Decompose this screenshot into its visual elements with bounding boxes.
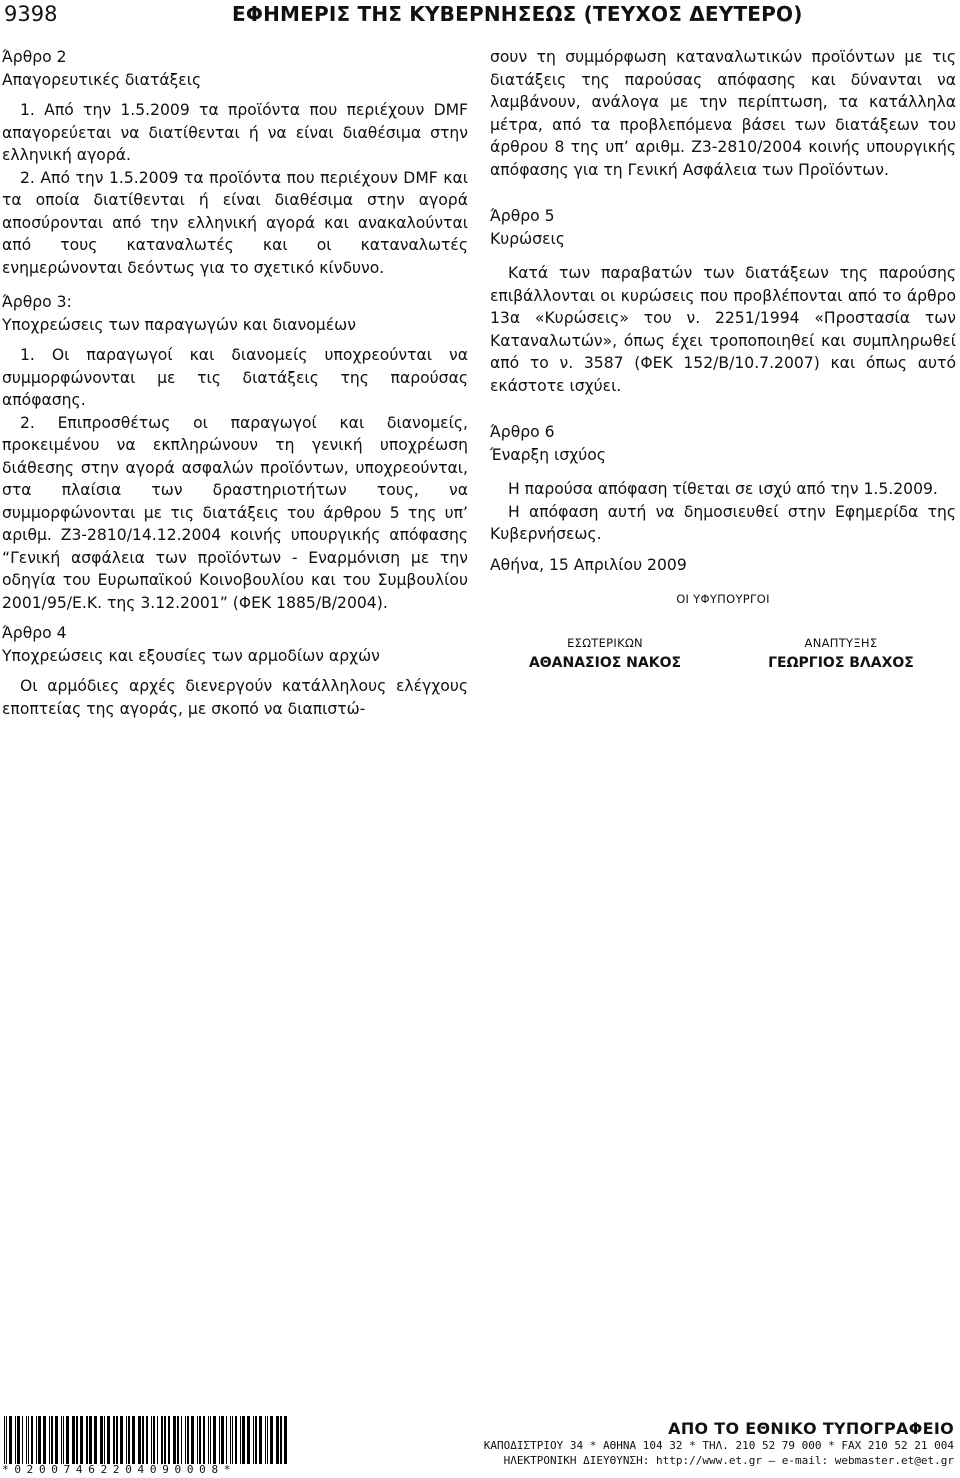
- article-5-title: Κυρώσεις: [490, 229, 565, 248]
- signer-role: ΑΝΑΠΤΥΞΗΣ: [804, 635, 878, 650]
- article-3-paragraph-2: 2. Επιπροσθέτως οι παραγωγοί και διανομείς, προκειμένου να εκπληρώνουν τη γενική υποχρέωση διάθεσης στην αγορά ασφαλών προϊόντων, υποχρεούνται, στα πλαίσια των δραστηριοτήτων τους, να συμμορφώνονται με τις διατάξεις του άρθρου 5 της υπ’ αριθμ. Ζ3-2810/14.12.2004 κοινής υπουργικής απόφασης “Γενική ασφάλεια των προϊόντων - Εναρμόνιση με την οδηγία του Ευρωπαϊκού Κοινοβουλίου και του Συμβουλίου 2001/95/Ε.Κ. της 3.12.2001” (ΦΕΚ 1885/Β/2004).: [2, 413, 468, 612]
- barcode-digits: *02007462204090008*: [2, 1463, 237, 1476]
- article-6-paragraph-1: Η παρούσα απόφαση τίθεται σε ισχύ από την 1.5.2009.: [508, 480, 938, 498]
- printer-web: ΗΛΕΚΤΡΟΝΙΚΗ ΔΙΕΥΘΥΝΣΗ: http://www.et.gr — e-mail: webmaster.et@et.gr: [503, 1454, 954, 1467]
- article-2-heading: Άρθρο 2: [2, 48, 67, 66]
- printer-footer: [484, 1419, 954, 1468]
- barcode-bars: [2, 1416, 292, 1464]
- gazette-title: ΕΦΗΜΕΡΙΣ ΤΗΣ ΚΥΒΕΡΝΗΣΕΩΣ (ΤΕΥΧΟΣ ΔΕΥΤΕΡΟ): [232, 2, 803, 26]
- signer-role: ΕΣΩΤΕΡΙΚΩΝ: [567, 635, 643, 650]
- printer-address: ΚΑΠΟΔΙΣΤΡΙΟΥ 34 * ΑΘΗΝΑ 104 32 * ΤΗΛ. 210 52 79 000 * FAX 210 52 21 004: [483, 1439, 954, 1452]
- signature-development: [726, 635, 956, 675]
- barcode-image: [2, 1416, 292, 1464]
- page-number: 9398: [4, 2, 58, 26]
- article-3-paragraph-1: 1. Οι παραγωγοί και διανομείς υποχρεούνται να συμμορφώνονται με τις διατάξεις της παρούσας απόφασης.: [2, 346, 468, 409]
- signer-name: ΓΕΩΡΓΙΟΣ ΒΛΑΧΟΣ: [768, 654, 914, 671]
- article-4-paragraph-1: Οι αρμόδιες αρχές διενεργούν κατάλληλους ελέγχους εποπτείας της αγοράς, με σκοπό να διαπιστώ-: [2, 677, 468, 718]
- article-6-heading: Άρθρο 6: [490, 423, 555, 441]
- article-2-title: Απαγορευτικές διατάξεις: [2, 70, 202, 89]
- signature-block: [490, 635, 956, 675]
- article-3-title: Υποχρεώσεις των παραγωγών και διανομέων: [2, 315, 356, 334]
- signer-name: ΑΘΑΝΑΣΙΟΣ ΝΑΚΟΣ: [528, 654, 682, 671]
- article-2-paragraph-2: 2. Από την 1.5.2009 τα προϊόντα που περιέχουν DMF και τα οποία διατίθενται ή είναι διαθέσιμα στην αγορά αποσύρονται από την ελληνική αγορά και ανακαλούνται από τους καταναλωτές και οι καταναλωτές ενημερώνονται δεόντως για το σχετικό κίνδυνο.: [2, 168, 468, 277]
- article-5-paragraph-1: Κατά των παραβατών των διατάξεων της παρούσης επιβάλλονται οι κυρώσεις που προβλέπονται από το άρθρο 13α «Κυρώσεις» του ν. 2251/1994 «Προστασία των Καταναλωτών», όπως έχει τροποποιηθεί και συμπληρωθεί από το ν. 3587 (ΦΕΚ 152/Β/10.7.2007) και όπως αυτό εκάστοτε ισχύει.: [490, 264, 956, 395]
- article-4-continuation: σουν τη συμμόρφωση καταναλωτικών προϊόντων με τις διατάξεις της παρούσας απόφασης και δύνανται να λαμβάνουν, ανάλογα με την περίπτωση, τα κατάλληλα μέτρα, από τα προβλεπόμενα βάσει των διατάξεων του άρθρου 8 της υπ’ αριθμ. Ζ3-2810/2004 κοινής υπουργικής απόφασης για τη Γενική Ασφάλεια των Προϊόντων.: [490, 48, 956, 179]
- signature-interior: [490, 635, 720, 675]
- printer-name: ΑΠΟ ΤΟ ΕΘΝΙΚΟ ΤΥΠΟΓΡΑΦΕΙΟ: [668, 1419, 954, 1438]
- left-column: [2, 46, 468, 720]
- ministers-label: ΟΙ ΥΦΥΠΟΥΡΓΟΙ: [676, 592, 770, 606]
- right-column: [490, 46, 956, 675]
- signing-date: Αθήνα, 15 Απριλίου 2009: [490, 555, 687, 574]
- article-6-title: Έναρξη ισχύος: [490, 445, 606, 464]
- article-6-paragraph-2: Η απόφαση αυτή να δημοσιευθεί στην Εφημερίδα της Κυβερνήσεως.: [490, 502, 956, 543]
- article-4-heading: Άρθρο 4: [2, 624, 67, 642]
- article-4-title: Υποχρεώσεις και εξουσίες των αρμοδίων αρχών: [2, 646, 380, 665]
- article-3-heading: Άρθρο 3:: [2, 293, 72, 311]
- article-5-heading: Άρθρο 5: [490, 207, 555, 225]
- article-2-paragraph-1: 1. Από την 1.5.2009 τα προϊόντα που περιέχουν DMF απαγορεύεται να διατίθενται ή να είναι διαθέσιμα στην ελληνική αγορά.: [2, 101, 468, 164]
